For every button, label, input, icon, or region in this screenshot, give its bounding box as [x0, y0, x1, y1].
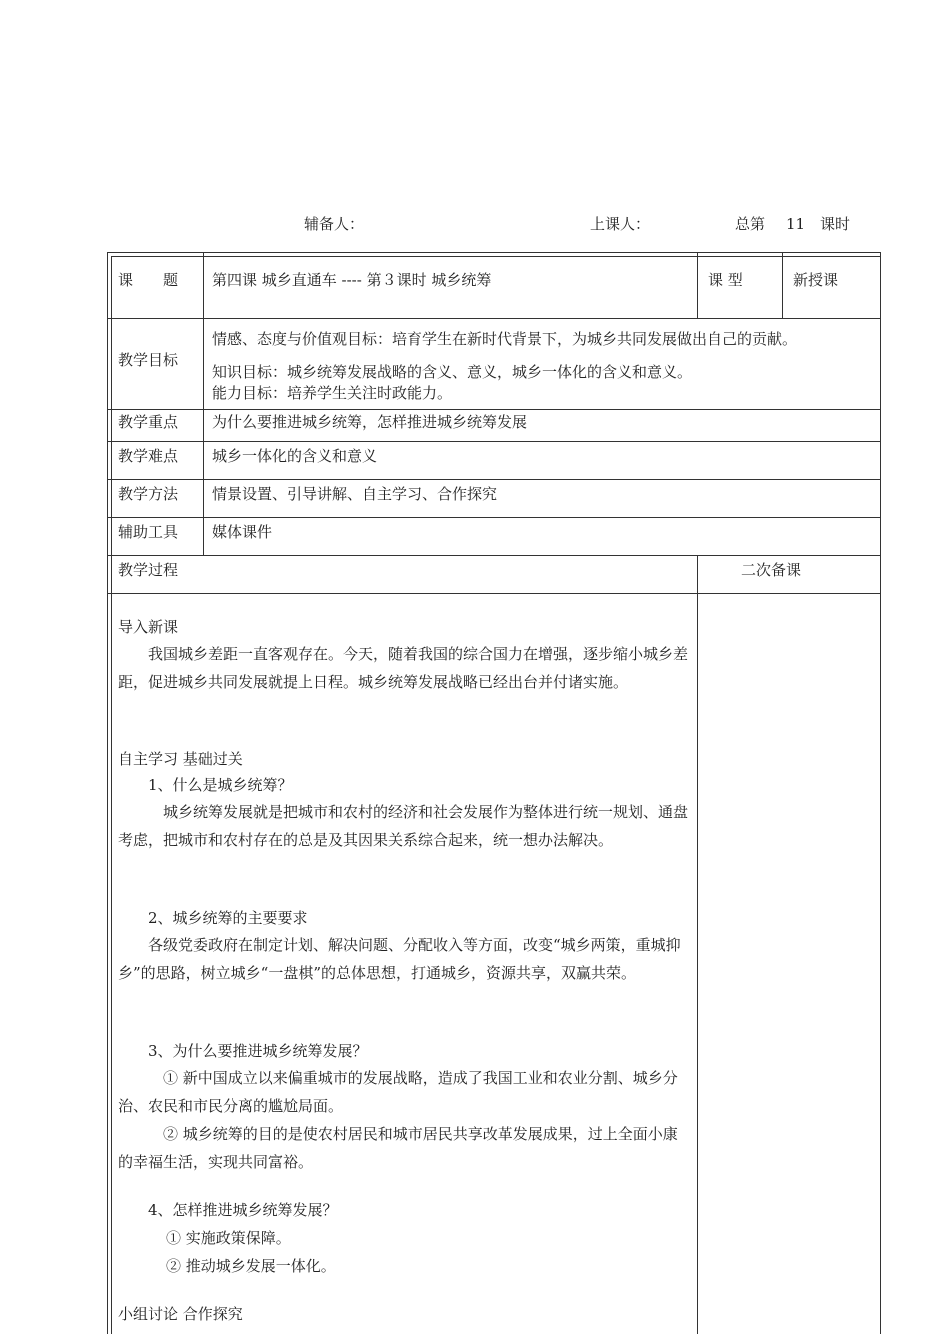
table-border-top [107, 252, 881, 253]
focus-label: 教学重点 [118, 413, 179, 431]
question-4: 4、怎样推进城乡统筹发展？ [148, 1201, 338, 1219]
answer-4-point-2: ② 推动城乡发展一体化。 [166, 1257, 336, 1275]
type-label: 课 型 [708, 271, 743, 289]
group-discussion-title: 小组讨论 合作探究 [118, 1305, 243, 1323]
row-divider [107, 441, 881, 442]
tools-label: 辅助工具 [118, 523, 179, 541]
second-prep-label: 二次备课 [741, 561, 802, 579]
preparer-label: 辅备人： [304, 215, 365, 233]
goal-ability: 能力目标：培养学生关注时政能力。 [212, 384, 453, 402]
table-border-top-inner [111, 256, 881, 257]
type-value-divider [782, 252, 783, 318]
method-value: 情景设置、引导讲解、自主学习、合作探究 [212, 485, 498, 503]
row-divider [107, 479, 881, 480]
row-divider [107, 593, 881, 594]
label-column-divider [203, 252, 204, 555]
total-number: 11 [786, 215, 806, 233]
process-label: 教学过程 [118, 561, 179, 579]
goals-label: 教学目标 [118, 351, 179, 369]
table-border-left [107, 252, 108, 1334]
type-column-divider [697, 252, 698, 318]
intro-title: 导入新课 [118, 618, 179, 636]
type-value: 新授课 [793, 271, 839, 289]
tools-value: 媒体课件 [212, 523, 273, 541]
difficulty-value: 城乡一体化的含义和意义 [212, 447, 378, 465]
goal-emotion: 情感、态度与价值观目标：培育学生在新时代背景下，为城乡共同发展做出自己的贡献。 [212, 330, 798, 348]
row-divider [107, 409, 881, 410]
row-divider [107, 555, 881, 556]
self-study-title: 自主学习 基础过关 [118, 750, 243, 768]
second-prep-column-divider [697, 555, 698, 1334]
row-divider [107, 517, 881, 518]
method-label: 教学方法 [118, 485, 179, 503]
goal-knowledge: 知识目标：城乡统筹发展战略的含义、意义，城乡一体化的含义和意义。 [212, 363, 693, 381]
focus-value: 为什么要推进城乡统筹，怎样推进城乡统筹发展 [212, 413, 528, 431]
topic-label: 课 题 [118, 271, 179, 289]
question-3: 3、为什么要推进城乡统筹发展？ [148, 1042, 368, 1060]
total-prefix: 总第 [735, 215, 766, 233]
difficulty-label: 教学难点 [118, 447, 179, 465]
answer-3-point-2: ② 城乡统筹的目的是使农村居民和城市居民共享改革发展成果，过上全面小康的幸福生活，实现共同富裕。 [118, 1125, 678, 1171]
teacher-label: 上课人： [590, 215, 651, 233]
topic-value: 第四课 城乡直通车 ---- 第３课时 城乡统筹 [212, 271, 492, 289]
total-suffix: 课时 [820, 215, 851, 233]
question-1: 1、什么是城乡统筹？ [148, 776, 293, 794]
question-2: 2、城乡统筹的主要要求 [148, 909, 308, 927]
answer-2: 各级党委政府在制定计划、解决问题、分配收入等方面，改变“城乡两策，重城抑乡”的思路，树立城乡“一盘棋”的总体思想，打通城乡，资源共享，双赢共荣。 [118, 936, 681, 982]
row-divider [107, 318, 881, 319]
answer-1: 城乡统筹发展就是把城市和农村的经济和社会发展作为整体进行统一规划、通盘考虑，把城市和农村存在的总是及其因果关系综合起来，统一想办法解决。 [118, 803, 689, 849]
table-border-right [880, 252, 881, 1334]
answer-4-point-1: ① 实施政策保障。 [166, 1229, 291, 1247]
table-border-left-inner [111, 256, 112, 1334]
answer-3-point-1: ① 新中国成立以来偏重城市的发展战略，造成了我国工业和农业分割、城乡分治、农民和市民分离的尴尬局面。 [118, 1069, 678, 1115]
intro-text: 我国城乡差距一直客观存在。今天，随着我国的综合国力在增强，逐步缩小城乡差距，促进城乡共同发展就提上日程。城乡统筹发展战略已经出台并付诸实施。 [118, 645, 689, 691]
